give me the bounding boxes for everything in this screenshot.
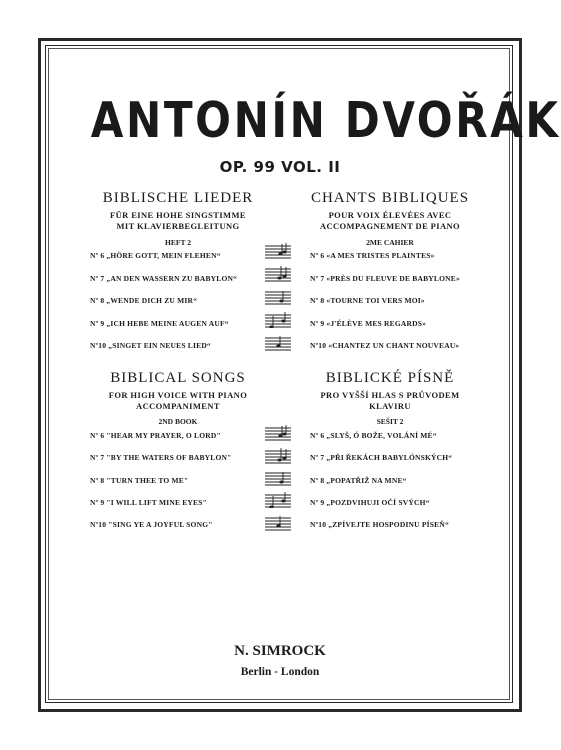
czech-title: BIBLICKÉ PÍSNĚ	[325, 370, 455, 386]
czech-subtitle-2: KLAVIRU	[369, 401, 411, 411]
czech-item-8: Nº 8 „POPATŘIŽ NA MNE“	[310, 476, 407, 485]
english-title: BIBLICAL SONGS	[110, 370, 246, 386]
czech-item-10: Nº10 „ZPÍVEJTE HOSPODINU PÍSEŇ“	[310, 520, 449, 529]
french-item-10: Nº10 «CHANTEZ UN CHANT NOUVEAU»	[310, 341, 460, 350]
english-subtitle-2: ACCOMPANIMENT	[136, 401, 220, 411]
czech-item-7: Nº 7 „PŘI ŘEKÁCH BABYLÓNSKÝCH“	[310, 453, 453, 462]
german-item-10: Nº10 „SINGET EIN NEUES LIED“	[90, 341, 211, 350]
music-staff-icon	[265, 470, 291, 486]
english-item-8: Nº 8 "TURN THEE TO ME"	[90, 476, 189, 485]
music-staff-icon	[265, 515, 291, 531]
czech-item-6: Nº 6 „SLYŠ, Ó BOŽE, VOLÁNÍ MÉ“	[310, 431, 437, 440]
opus-number: OP. 99 VOL. II	[219, 158, 341, 176]
german-item-9: Nº 9 „ICH HEBE MEINE AUGEN AUF“	[90, 319, 229, 328]
music-staff-icon	[265, 289, 291, 305]
music-staff-icon	[265, 243, 291, 259]
french-subtitle-1: POUR VOIX ÉLEVÉES AVEC	[328, 210, 452, 220]
french-item-7: Nº 7 «PRÈS DU FLEUVE DE BABYLONE»	[310, 274, 460, 283]
publisher-city: Berlin - London	[240, 666, 320, 678]
english-item-10: Nº10 "SING YE A JOYFUL SONG"	[90, 520, 213, 529]
german-item-8: Nº 8 „WENDE DICH ZU MIR“	[90, 296, 198, 305]
german-subtitle-1: FÜR EINE HOHE SINGSTIMME	[110, 210, 246, 220]
music-staff-icon	[265, 492, 291, 508]
german-subtitle-2: MIT KLAVIERBEGLEITUNG	[116, 221, 240, 231]
music-staff-icon	[265, 312, 291, 328]
publisher-name: N. SIMROCK	[234, 643, 326, 659]
german-item-6: Nº 6 „HÖRE GOTT, MEIN FLEHEN“	[90, 251, 221, 260]
czech-subtitle-1: PRO VYŠŠÍ HLAS S PRŮVODEM	[320, 390, 460, 400]
czech-book: SEŠIT 2	[376, 417, 404, 426]
french-item-8: Nº 8 «TOURNE TOI VERS MOI»	[310, 296, 425, 305]
german-item-7: Nº 7 „AN DEN WASSERN ZU BABYLON“	[90, 274, 238, 283]
composer-name: ANTONÍN DVOŘÁK	[90, 92, 561, 149]
english-item-7: Nº 7 "BY THE WATERS OF BABYLON"	[90, 453, 232, 462]
french-subtitle-2: ACCOMPAGNEMENT DE PIANO	[319, 221, 461, 231]
french-book: 2ME CAHIER	[366, 238, 414, 247]
english-item-9: Nº 9 "I WILL LIFT MINE EYES"	[90, 498, 207, 507]
music-staff-icon	[265, 425, 291, 441]
french-item-9: Nº 9 «J'ÉLÈVE MES REGARDS»	[310, 319, 427, 328]
english-book: 2ND BOOK	[158, 417, 198, 426]
french-title: CHANTS BIBLIQUES	[310, 190, 470, 206]
music-staff-icon	[265, 335, 291, 351]
music-staff-icon	[265, 448, 291, 464]
french-item-6: Nº 6 «A MES TRISTES PLAINTES»	[310, 251, 435, 260]
czech-item-9: Nº 9 „POZDVIHUJI OČÍ SVÝCH“	[310, 498, 430, 507]
english-subtitle-1: FOR HIGH VOICE WITH PIANO	[108, 390, 248, 400]
music-staff-icon	[265, 266, 291, 282]
english-item-6: Nº 6 "HEAR MY PRAYER, O LORD"	[90, 431, 221, 440]
german-book: HEFT 2	[165, 238, 191, 247]
german-title: BIBLISCHE LIEDER	[102, 190, 254, 206]
